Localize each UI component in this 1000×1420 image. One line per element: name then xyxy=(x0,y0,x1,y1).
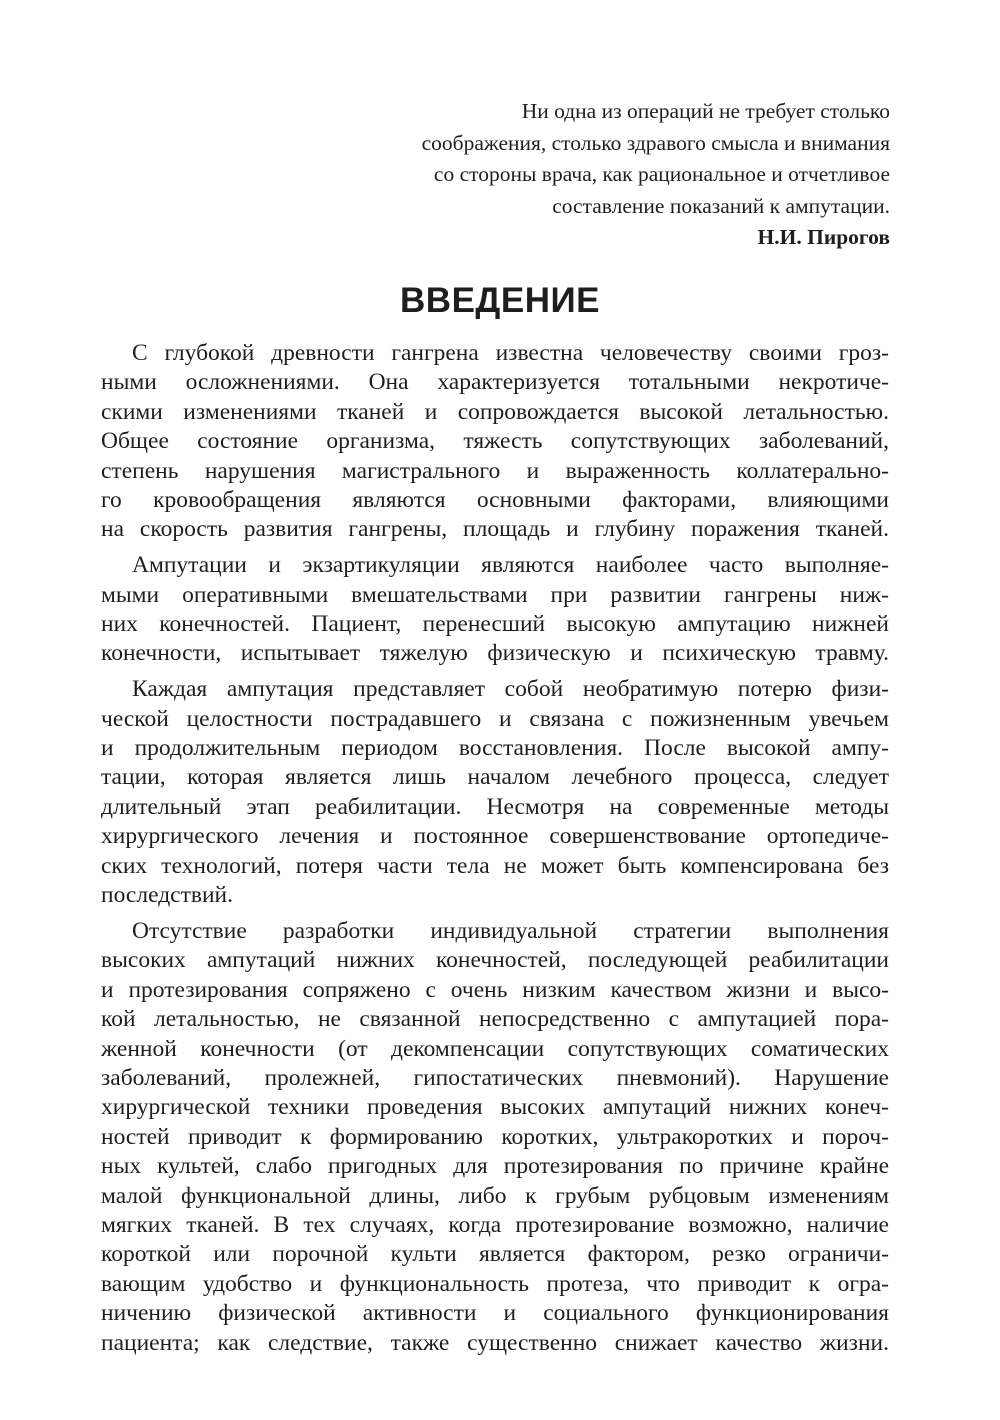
text-line: Каждая ампутация представляет собой необратимую потерю физи- xyxy=(132,676,889,703)
text-line: ными осложнениями. Она характеризуется тотальными некротиче- xyxy=(101,369,889,396)
text-line: ческой целостности пострадавшего и связана с пожизненным увечьем xyxy=(101,705,889,732)
text-line: них конечностей. Пациент, перенесший высокую ампутацию нижней xyxy=(101,611,889,638)
epigraph-line: Ни одна из операций не требует столько xyxy=(521,99,890,123)
text-line: конечности, испытывает тяжелую физическую и психическую травму. xyxy=(101,640,889,667)
text-line: пациента; как следствие, также существенно снижает качество жизни. xyxy=(101,1329,889,1356)
text-line: ностей приводит к формированию коротких, ультракоротких и пороч- xyxy=(101,1123,889,1150)
text-line: короткой или порочной культи является фактором, резко ограничи- xyxy=(101,1241,889,1268)
text-line: и продолжительным периодом восстановления. После высокой ампу- xyxy=(101,735,889,762)
text-line: ских технологий, потеря части тела не может быть компенсирована без xyxy=(101,852,889,879)
epigraph xyxy=(330,96,890,254)
text-line: длительный этап реабилитации. Несмотря на современные методы xyxy=(101,793,889,820)
text-line: и протезирования сопряжено с очень низким качеством жизни и высо- xyxy=(101,976,889,1003)
text-line: вающим удобство и функциональность протеза, что приводит к огра- xyxy=(101,1270,889,1297)
text-line: ных культей, слабо пригодных для протезирования по причине крайне xyxy=(101,1153,889,1180)
text-line: хирургической техники проведения высоких ампутаций нижних конеч- xyxy=(101,1094,889,1121)
text-line: ничению физической активности и социального функционирования xyxy=(101,1300,889,1327)
body-text xyxy=(101,339,889,1364)
epigraph-line: составление показаний к ампутации. xyxy=(552,193,890,218)
text-line: Отсутствие разработки индивидуальной стратегии выполнения xyxy=(132,917,889,944)
text-line: кой летальностью, не связанной непосредственно с ампутацией пора- xyxy=(101,1006,889,1033)
text-line: го кровообращения являются основными факторами, влияющими xyxy=(101,487,889,514)
text-line: заболеваний, пролежней, гипостатических пневмоний). Нарушение xyxy=(101,1064,889,1091)
text-line: малой функциональной длины, либо к грубым рубцовым изменениям xyxy=(101,1182,889,1209)
page-title: ВВЕДЕНИЕ xyxy=(400,281,600,320)
epigraph-author: Н.И. Пирогов xyxy=(757,225,890,249)
paragraph-1 xyxy=(101,339,889,545)
text-line: тации, которая является лишь началом лечебного процесса, следует xyxy=(101,764,889,791)
text-line: на скорость развития гангрены, площадь и глубину поражения тканей. xyxy=(101,516,889,543)
text-line: Общее состояние организма, тяжесть сопутствующих заболеваний, xyxy=(101,428,889,455)
epigraph-line: со стороны врача, как рациональное и отчетливое xyxy=(433,162,890,186)
text-line: хирургического лечения и постоянное совершенствование ортопедиче- xyxy=(101,823,889,850)
text-line: С глубокой древности гангрена известна человечеству своими гроз- xyxy=(132,340,889,366)
paragraph-4 xyxy=(101,917,889,1358)
paragraph-3 xyxy=(101,675,889,910)
text-line: скими изменениями тканей и сопровождается высокой летальностью. xyxy=(101,398,889,425)
text-line: женной конечности (от декомпенсации сопутствующих соматических xyxy=(101,1035,889,1062)
text-line: степень нарушения магистрального и выраженность коллатерально- xyxy=(101,457,889,484)
text-line: мягких тканей. В тех случаях, когда протезирование возможно, наличие xyxy=(101,1211,889,1238)
text-line: последствий. xyxy=(101,882,233,909)
text-line: Ампутации и экзартикуляции являются наиболее часто выполняе- xyxy=(132,552,889,579)
text-line: высоких ампутаций нижних конечностей, последующей реабилитации xyxy=(101,947,889,974)
paragraph-2 xyxy=(101,551,889,669)
epigraph-line: соображения, столько здравого смысла и внимания xyxy=(421,130,890,155)
text-line: мыми оперативными вмешательствами при развитии гангрены ниж- xyxy=(101,581,889,608)
